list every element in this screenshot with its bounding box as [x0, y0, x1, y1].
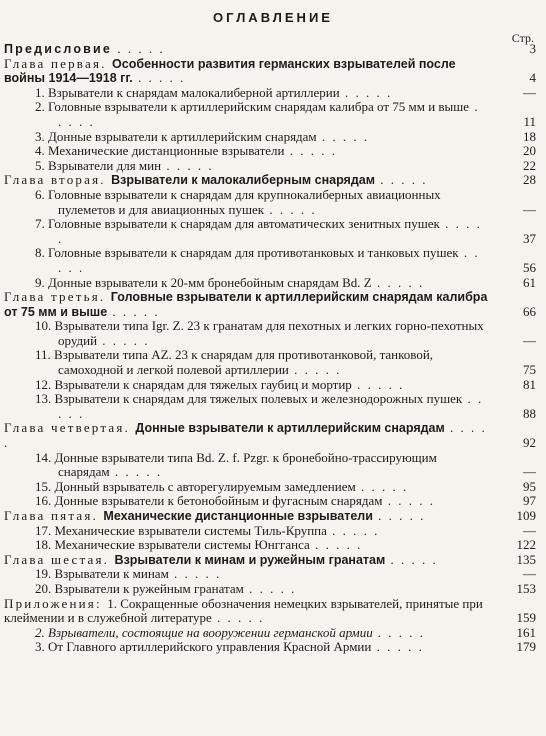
item-number: 8.	[35, 245, 48, 261]
dot-leader: . . . . .	[374, 172, 428, 188]
toc-entry-text	[0, 86, 546, 101]
dot-leader: . . . . .	[371, 274, 425, 290]
toc-chapter	[0, 553, 546, 568]
entry-title: Донные взрыватели к бетонобойным и фугасным снарядам	[54, 493, 383, 509]
chapter-label: Глава четвертая.	[4, 420, 136, 436]
toc-entry-text	[0, 348, 546, 377]
entry-title: От Главного артиллерийского управления Красной Армии	[48, 639, 372, 655]
table-of-contents	[0, 42, 546, 655]
page-number: —	[523, 84, 536, 100]
toc-item	[0, 640, 546, 655]
page-number: 61	[523, 274, 536, 290]
item-number: 15.	[35, 478, 55, 494]
toc-entry-text	[0, 144, 546, 159]
entry-title: Взрыватели к минам	[54, 566, 169, 582]
page-number: —	[523, 332, 536, 348]
chapter-label: Глава третья.	[4, 289, 111, 305]
dot-leader: . . . . .	[339, 84, 393, 100]
toc-chapter	[0, 509, 546, 524]
entry-title: Взрыватели для мин	[48, 157, 162, 173]
toc-entry-text	[0, 319, 546, 348]
dot-leader: . . . . .	[112, 41, 165, 56]
page-number: 11	[523, 113, 536, 129]
toc-chapter	[0, 597, 546, 626]
page-number: 37	[523, 230, 536, 246]
toc-entry-text	[0, 100, 546, 129]
entry-title: Механические взрыватели системы Тиль-Круппа	[54, 522, 327, 538]
page-number: 3	[529, 41, 536, 56]
dot-leader: . . . . .	[371, 639, 424, 655]
toc-entry-text	[0, 42, 546, 57]
toc-entry-text	[0, 421, 546, 450]
toc-entry-text	[0, 130, 546, 145]
page-number: 22	[523, 157, 536, 173]
dot-leader: . . . . .	[97, 332, 150, 348]
toc-entry-text	[0, 217, 546, 246]
toc-item	[0, 582, 546, 597]
page-number: 88	[523, 405, 536, 421]
dot-leader: . . . . .	[372, 624, 426, 640]
page-number: 28	[523, 172, 536, 188]
page-number: —	[523, 522, 536, 538]
item-number: 18.	[35, 537, 55, 553]
toc-entry-text	[0, 159, 546, 174]
toc-chapter	[0, 421, 546, 450]
dot-leader: . . . . .	[107, 303, 160, 319]
toc-entry-text	[0, 509, 546, 524]
chapter-title: Механические дистанционные взрыватели	[103, 509, 373, 523]
item-number: 1.	[35, 84, 48, 100]
chapter-label: Глава вторая.	[4, 172, 112, 188]
chapter-label: Глава первая.	[4, 55, 113, 71]
entry-title: Взрыватели, состоящие на вооружении германской армии	[48, 624, 373, 640]
entry-title: Головные взрыватели к снарядам для противотанковых и танковых пушек	[48, 245, 459, 261]
dot-leader: . . . . .	[382, 493, 436, 509]
entry-title: Взрыватели типа AZ. 23 к снарядам для противотанковой, танковой, самоходной и легкой полевой артиллерии	[54, 347, 434, 378]
toc-item	[0, 217, 546, 246]
dot-leader: . . . . .	[309, 537, 363, 553]
toc-item	[0, 86, 546, 101]
dot-leader: . . . . .	[326, 522, 380, 538]
chapter-title: Донные взрыватели к артиллерийским снарядам	[135, 421, 445, 436]
dot-leader: . . . . .	[161, 157, 214, 173]
toc-item	[0, 348, 546, 377]
entry-title: Предисловие	[4, 42, 113, 56]
toc-entry-text	[0, 582, 546, 597]
dot-leader: . . . . .	[58, 245, 480, 275]
entry-title: Взрыватели к ружейным гранатам	[54, 580, 244, 596]
chapter-title: Взрыватели к малокалиберным снарядам	[111, 173, 375, 188]
chapter-title: Особенности развития германских взрывателей после войны 1914—1918 гг.	[4, 56, 456, 86]
dot-leader: . . . . .	[284, 143, 337, 159]
page-number: —	[523, 566, 536, 582]
item-number: 20.	[35, 580, 55, 596]
page-number: 18	[523, 128, 536, 144]
entry-title: Взрыватели к снарядам для тяжелых полевых и железнодорожных пушек	[54, 391, 463, 407]
dot-leader: . . . . .	[264, 201, 317, 217]
toc-item	[0, 246, 546, 275]
entry-title: Донные взрыватели типа Bd. Z. f. Pzgr. к бронебойно-трассирующим снарядам	[54, 449, 437, 480]
toc-entry-text	[0, 451, 546, 480]
item-number: 2.	[35, 624, 48, 640]
toc-entry-text	[0, 188, 546, 217]
page-number: —	[523, 464, 536, 480]
page-number: 161	[516, 624, 536, 640]
toc-entry-text	[0, 378, 546, 393]
dot-leader: . . . . .	[132, 70, 186, 86]
item-number: 3.	[35, 639, 48, 655]
entry-title: Механические взрыватели системы Юнгганса	[54, 537, 310, 553]
entry-title: Донный взрыватель с авторегулируемым замедлением	[54, 478, 356, 494]
entry-title: Головные взрыватели к снарядам для автоматических зенитных пушек	[48, 216, 440, 232]
chapter-title: Головные взрыватели к артиллерийским снарядам калибра от 75 мм и выше	[4, 290, 488, 319]
page-number: 75	[523, 362, 536, 378]
chapter-label: Глава шестая.	[4, 551, 115, 567]
item-number: 9.	[35, 274, 48, 290]
entry-title: 1. Сокращенные обозначения немецких взрывателей, принятые при клеймении и в служебной литературе	[4, 595, 483, 626]
toc-item	[0, 626, 546, 641]
page-column-label: Стр.	[511, 31, 534, 45]
item-number: 11.	[35, 347, 55, 363]
toc-entry-text	[0, 626, 546, 641]
toc-entry-text	[0, 597, 546, 626]
toc-item	[0, 480, 546, 495]
page-number: 92	[523, 435, 536, 451]
item-number: 2.	[35, 99, 48, 115]
dot-leader: . . . . .	[372, 508, 426, 523]
toc-item	[0, 451, 546, 480]
dot-leader: . . . . .	[316, 128, 370, 144]
toc-chapter	[0, 57, 546, 86]
toc-item	[0, 567, 546, 582]
page-number: 179	[516, 639, 536, 655]
chapter-label: Глава пятая.	[4, 508, 104, 523]
toc-item	[0, 144, 546, 159]
toc-entry-text	[0, 57, 546, 86]
entry-title: Механические дистанционные взрыватели	[48, 143, 285, 159]
toc-entry-text	[0, 173, 546, 188]
entry-title: Взрыватели к снарядам для тяжелых гаубиц и мортир	[54, 376, 352, 392]
entry-title: Донные взрыватели к артиллерийским снарядам	[48, 128, 317, 144]
dot-leader: . . . . .	[288, 362, 342, 378]
item-number: 12.	[35, 376, 55, 392]
dot-leader: . . . . .	[4, 420, 487, 451]
item-number: 14.	[35, 449, 55, 465]
toc-entry-text	[0, 538, 546, 553]
toc-item	[0, 392, 546, 421]
toc-item	[0, 100, 546, 129]
item-number: 4.	[35, 143, 48, 159]
toc-chapter	[0, 42, 546, 57]
toc-entry-text	[0, 524, 546, 539]
dot-leader: . . . . .	[168, 566, 222, 582]
toc-item	[0, 494, 546, 509]
toc-item	[0, 524, 546, 539]
item-number: 7.	[35, 216, 48, 232]
chapter-title: Взрыватели к минам и ружейным гранатам	[114, 552, 386, 567]
toc-entry-text	[0, 494, 546, 509]
dot-leader: . . . . .	[58, 99, 480, 129]
dot-leader: . . . . .	[211, 610, 265, 626]
dot-leader: . . . . .	[58, 216, 482, 246]
page-number: 122	[516, 537, 536, 553]
page-number: 153	[516, 580, 536, 596]
item-number: 19.	[35, 566, 55, 582]
toc-item	[0, 378, 546, 393]
item-number: 6.	[35, 186, 48, 202]
page-number: 20	[523, 143, 536, 159]
toc-entry-text	[0, 246, 546, 275]
page-number: 135	[516, 551, 536, 567]
item-number: 16.	[35, 493, 55, 509]
page-number: 95	[523, 478, 536, 494]
dot-leader: . . . . .	[351, 376, 405, 392]
dot-leader: . . . . .	[243, 580, 297, 596]
page-title: ОГЛАВЛЕНИЕ	[213, 10, 333, 25]
page-number: 81	[523, 376, 536, 392]
toc-item	[0, 188, 546, 217]
page-number: —	[523, 201, 536, 217]
item-number: 5.	[35, 157, 48, 173]
dot-leader: . . . . .	[385, 551, 438, 567]
dot-leader: . . . . .	[355, 478, 409, 494]
dot-leader: . . . . .	[58, 391, 484, 421]
item-number: 17.	[35, 522, 55, 538]
toc-item	[0, 276, 546, 291]
toc-entry-text	[0, 290, 546, 319]
toc-entry-text	[0, 553, 546, 568]
chapter-label: Приложения:	[4, 595, 108, 611]
item-number: 13.	[35, 391, 55, 407]
entry-title: Взрыватели типа Igr. Z. 23 к гранатам для пехотных и легких горно-пехотных орудий	[54, 318, 484, 348]
dot-leader: . . . . .	[109, 464, 163, 480]
toc-entry-text	[0, 640, 546, 655]
page-number: 56	[523, 259, 536, 275]
item-number: 10.	[35, 318, 55, 334]
toc-item	[0, 538, 546, 553]
toc-entry-text	[0, 480, 546, 495]
toc-chapter	[0, 173, 546, 188]
page-number: 4	[529, 70, 536, 86]
entry-title: Головные взрыватели к артиллерийским снарядам калибра от 75 мм и выше	[48, 99, 470, 115]
item-number: 3.	[35, 128, 48, 144]
toc-entry-text	[0, 567, 546, 582]
page-number: 66	[523, 303, 536, 319]
toc-item	[0, 130, 546, 145]
entry-title: Донные взрыватели к 20-мм бронебойным снарядам Bd. Z	[48, 274, 372, 290]
page-number: 159	[516, 610, 536, 626]
toc-chapter	[0, 290, 546, 319]
toc-entry-text	[0, 276, 546, 291]
entry-title: Головные взрыватели к снарядам для крупнокалиберных авиационных пулеметов и для авиационных пушек	[48, 186, 441, 217]
page-number: 109	[516, 508, 536, 523]
toc-entry-text	[0, 392, 546, 421]
toc-item	[0, 319, 546, 348]
toc-item	[0, 159, 546, 174]
entry-title: Взрыватели к снарядам малокалиберной артиллерии	[48, 84, 340, 100]
page-number: 97	[523, 493, 536, 509]
